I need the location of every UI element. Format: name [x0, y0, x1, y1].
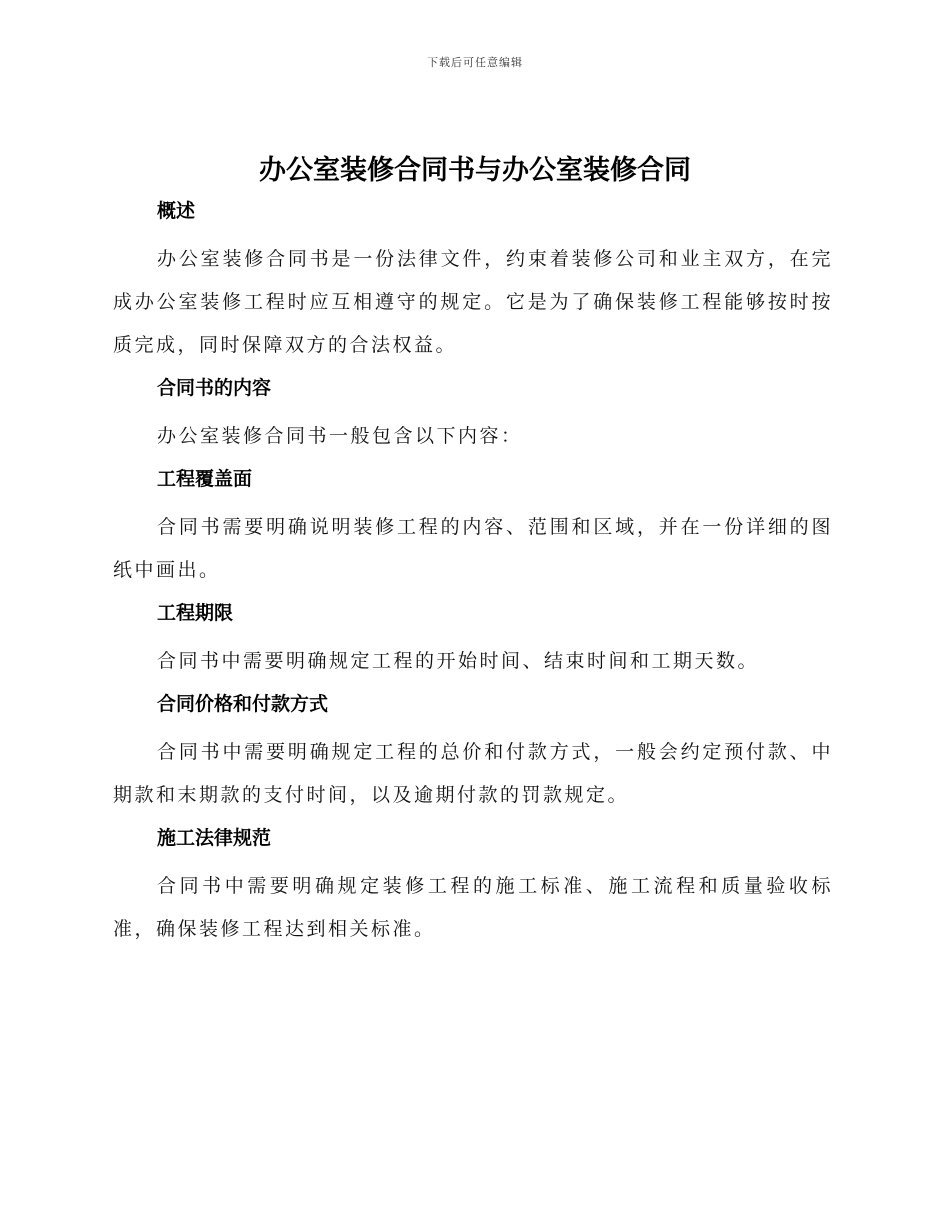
- document-body: [113, 196, 833, 951]
- section-schedule: [113, 598, 833, 683]
- section-paragraph: 合同书中需要明确规定工程的总价和付款方式，一般会约定预付款、中期款和末期款的支付时间，以及逾期付款的罚款规定。: [113, 741, 833, 806]
- section-paragraph: 合同书中需要明确规定工程的开始时间、结束时间和工期天数。: [157, 650, 760, 672]
- section-heading: 合同书的内容: [157, 377, 272, 399]
- section-price-payment: [113, 689, 833, 817]
- section-contents: [113, 373, 833, 458]
- section-heading: 概述: [157, 200, 196, 222]
- document-title: 办公室装修合同书与办公室装修合同: [259, 155, 691, 186]
- section-heading: 合同价格和付款方式: [157, 693, 329, 715]
- section-paragraph: 办公室装修合同书是一份法律文件，约束着装修公司和业主双方，在完成办公室装修工程时应互相遵守的规定。它是为了确保装修工程能够按时按质完成，同时保障双方的合法权益。: [113, 248, 833, 356]
- section-heading: 施工法律规范: [157, 827, 272, 849]
- section-overview: [113, 196, 833, 367]
- section-paragraph: 合同书中需要明确规定装修工程的施工标准、施工流程和质量验收标准，确保装修工程达到相关标准。: [113, 875, 833, 940]
- section-heading: 工程覆盖面: [157, 468, 253, 490]
- section-paragraph: 合同书需要明确说明装修工程的内容、范围和区域，并在一份详细的图纸中画出。: [113, 516, 833, 581]
- section-scope: [113, 464, 833, 592]
- section-construction-standards: [113, 823, 833, 951]
- page-header: 下载后可任意编辑: [427, 56, 523, 69]
- section-heading: 工程期限: [157, 602, 234, 624]
- section-paragraph: 办公室装修合同书一般包含以下内容：: [157, 425, 523, 447]
